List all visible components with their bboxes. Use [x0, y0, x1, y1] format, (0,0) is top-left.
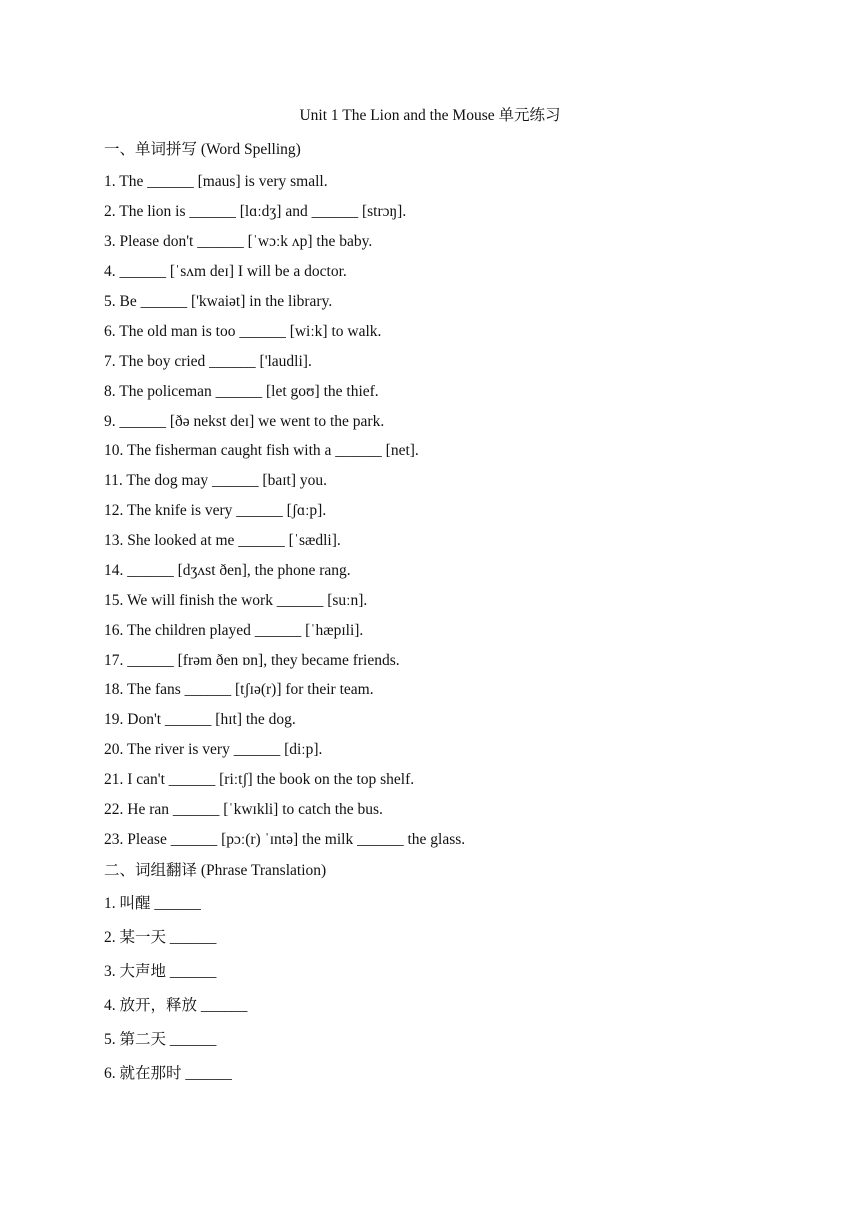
spelling-item-16: 16. The children played ______ [ˈhæpɪli].: [104, 622, 364, 639]
spelling-item-23: 23. Please ______ [pɔː(r) ˈɪntə] the milk ______ the glass.: [104, 831, 466, 848]
page-title: Unit 1 The Lion and the Mouse 单元练习: [299, 107, 561, 124]
translation-item-3: 3. 大声地 ______: [104, 963, 217, 980]
spelling-item-21: 21. I can't ______ [riːtʃ] the book on the top shelf.: [104, 771, 415, 788]
spelling-item-4: 4. ______ [ˈsʌm deɪ] I will be a doctor.: [104, 263, 347, 280]
section-heading-phrase-translation: 二、词组翻译 (Phrase Translation): [104, 862, 327, 879]
spelling-item-12: 12. The knife is very ______ [ʃɑːp].: [104, 502, 327, 519]
spelling-item-17: 17. ______ [frəm ðen ɒn], they became friends.: [104, 652, 400, 669]
spelling-item-5: 5. Be ______ ['kwaiət] in the library.: [104, 293, 333, 310]
spelling-item-19: 19. Don't ______ [hɪt] the dog.: [104, 711, 296, 728]
spelling-item-14: 14. ______ [dʒʌst ðen], the phone rang.: [104, 562, 351, 579]
spelling-item-18: 18. The fans ______ [tʃɪə(r)] for their team.: [104, 681, 374, 698]
translation-item-5: 5. 第二天 ______: [104, 1031, 217, 1048]
spelling-item-9: 9. ______ [ðə nekst deɪ] we went to the park.: [104, 413, 385, 430]
spelling-item-10: 10. The fisherman caught fish with a ______ [net].: [104, 442, 419, 459]
translation-item-6: 6. 就在那时 ______: [104, 1065, 232, 1082]
translation-item-4: 4. 放开，释放 ______: [104, 997, 248, 1014]
spelling-item-20: 20. The river is very ______ [diːp].: [104, 741, 323, 758]
spelling-item-8: 8. The policeman ______ [let goʊ] the thief.: [104, 383, 379, 400]
spelling-item-22: 22. He ran ______ [ˈkwɪkli] to catch the bus.: [104, 801, 383, 818]
spelling-item-6: 6. The old man is too ______ [wiːk] to walk.: [104, 323, 382, 340]
translation-item-2: 2. 某一天 ______: [104, 929, 217, 946]
spelling-item-13: 13. She looked at me ______ [ˈsædli].: [104, 532, 341, 549]
spelling-item-3: 3. Please don't ______ [ˈwɔːk ʌp] the baby.: [104, 233, 373, 250]
spelling-item-1: 1. The ______ [maus] is very small.: [104, 173, 328, 190]
spelling-item-11: 11. The dog may ______ [baɪt] you.: [104, 472, 327, 489]
spelling-item-2: 2. The lion is ______ [lɑːdʒ] and ______ [strɔŋ].: [104, 203, 407, 220]
section-heading-word-spelling: 一、单词拼写 (Word Spelling): [104, 141, 301, 158]
translation-item-1: 1. 叫醒 ______: [104, 895, 201, 912]
spelling-item-7: 7. The boy cried ______ ['laudli].: [104, 353, 312, 370]
spelling-item-15: 15. We will finish the work ______ [suːn].: [104, 592, 368, 609]
